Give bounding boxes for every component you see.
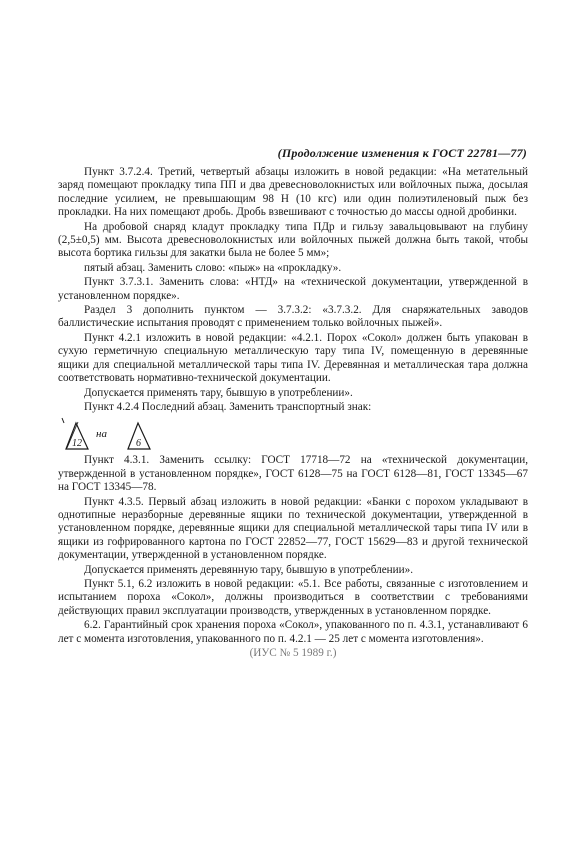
- document-body: [58, 166, 528, 661]
- transport-signs: [58, 416, 528, 452]
- old-sign-triangle-icon: [62, 418, 88, 449]
- paragraph: пятый абзац. Заменить слово: «пыж» на «прокладку».: [84, 261, 342, 274]
- new-sign-number: 6: [136, 438, 141, 450]
- paragraph: Пункт 5.1, 6.2 изложить в новой редакции: «5.1. Все работы, связанные с изготовлением и испытанием пороха «Сокол», должны производиться в соответствии с требованиями действующих правил эксплуатации производств, утвержденных в установленном порядке.: [58, 577, 528, 617]
- paragraph: Допускается применять деревянную тару, бывшую в употреблении».: [84, 563, 414, 576]
- paragraph: Раздел 3 дополнить пунктом — 3.7.3.2: «3.7.3.2. Для снаряжательных заводов баллистические испытания проводят с применением только войлочных пыжей».: [58, 304, 528, 330]
- paragraph: Пункт 4.2.1 изложить в новой редакции: «4.2.1. Порох «Сокол» должен быть упакован в сухую герметичную специальную металлическую тару типа IV, помещенную в деревянные ящики для специальной металлической тары типа IV. Деревянная и металлическая тара должна соответствовать нормативно-технической документации.: [58, 331, 528, 385]
- truncated-footnote: (ИУС № 5 1989 г.): [249, 647, 337, 659]
- paragraph: Пункт 4.3.1. Заменить ссылку: ГОСТ 17718—72 на «технической документации, утвержденной в установленном порядке», ГОСТ 6128—75 на ГОСТ 6128—81, ГОСТ 13345—67 на ГОСТ 13345—78.: [58, 454, 528, 494]
- paragraph: На дробовой снаряд кладут прокладку типа ПДр и гильзу завальцовывают на глубину (2,5±0,5) мм. Высота древесноволокнистых или войлочных пыжей должна быть такой, чтобы высота бортика гильзы для закатки была не более 5 мм»;: [58, 220, 528, 260]
- paragraph: Допускается применять тару, бывшую в употреблении».: [84, 386, 353, 399]
- paragraph: Пункт 4.3.5. Первый абзац изложить в новой редакции: «Банки с порохом укладывают в однотипные неразборные деревянные ящики по технической документации, утвержденной в установленном порядке, деревянные ящики для специальной металлической тары типа IV или в ящики из гофрированного картона по ГОСТ 22852—77, ГОСТ 15629—83 и другой технической документации, утвержденной в установленном порядке.: [58, 495, 528, 562]
- new-sign-triangle-icon: [128, 423, 150, 449]
- paragraph: Пункт 4.2.4 Последний абзац. Заменить транспортный знак:: [84, 400, 372, 413]
- old-sign-number: 12: [72, 438, 82, 450]
- paragraph: Пункт 3.7.3.1. Заменить слова: «НТД» на «технической документации, утвержденной в установленном порядке».: [58, 276, 528, 302]
- paragraph: Пункт 3.7.2.4. Третий, четвертый абзацы изложить в новой редакции: «На метательный заряд помещают прокладку типа ПП и два древесноволокнистых или войлочных пыжа, досылая последние усилием, не превышающим 98 Н (10 кгс) или один полиэтиленовый пыж без прокладки. На них помещают дробь. Дробь взвешивают с точностью до массы одной дробинки.: [58, 166, 528, 219]
- transport-sign-graphic: [58, 416, 178, 452]
- paragraph: 6.2. Гарантийный срок хранения пороха «Сокол», упакованного по п. 4.3.1, устанавливают 6 лет с момента изготовления, упакованного по п. 4.2.1 — 25 лет с момента изготовления».: [58, 619, 528, 645]
- page-header: (Продолжение изменения к ГОСТ 22781—77): [277, 146, 527, 160]
- sign-connector-word: на: [96, 428, 107, 441]
